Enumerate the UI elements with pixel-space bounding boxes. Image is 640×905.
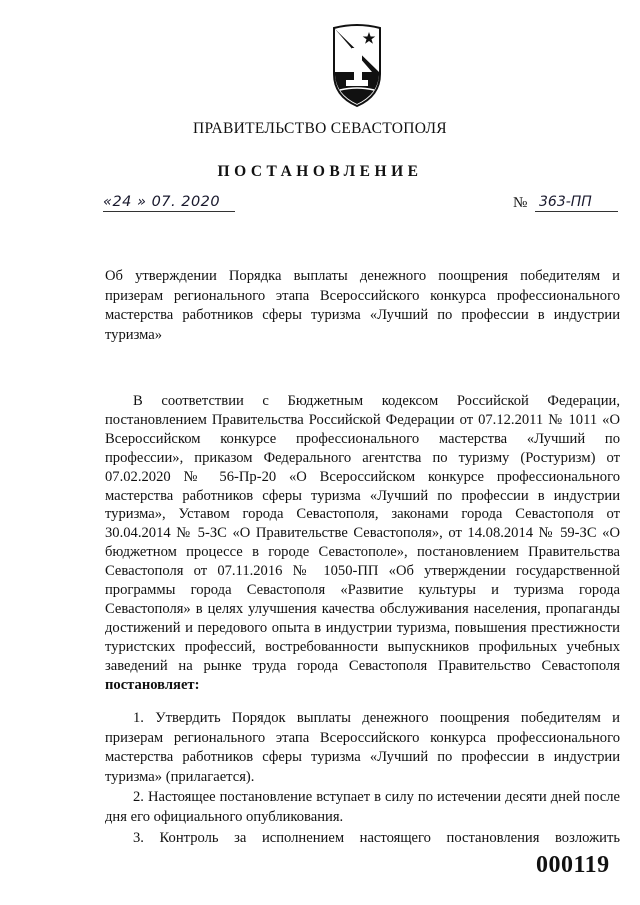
government-title: ПРАВИТЕЛЬСТВО СЕВАСТОПОЛЯ	[193, 120, 447, 137]
document-number	[513, 194, 618, 214]
document-date	[103, 194, 235, 214]
resolution-item: 3. Контроль за исполнением настоящего постановления возложить	[133, 830, 620, 846]
sevastopol-coat-of-arms-icon	[332, 22, 382, 108]
document-type: ПОСТАНОВЛЕНИЕ	[217, 163, 423, 180]
date-underline	[103, 211, 235, 212]
serial-number: 000119	[536, 852, 610, 878]
number-underline	[535, 211, 618, 212]
preamble-paragraph	[105, 392, 620, 695]
date-handwritten: «24 » 07. 2020	[103, 194, 221, 210]
resolution-items	[105, 709, 620, 849]
preamble-verb: постановляет:	[105, 676, 200, 693]
resolution-item: 2. Настоящее постановление вступает в силу по истечении десяти дней после дня его официального опубликования.	[105, 789, 620, 825]
number-label: №	[513, 195, 528, 211]
document-subject: Об утверждении Порядка выплаты денежного поощрения победителям и призерам регионального этапа Всероссийского конкурса профессионального мастерства работников сферы туризма «Лучший по профессии в индустрии туризма»	[105, 268, 620, 343]
number-handwritten: 363-ПП	[539, 194, 592, 210]
preamble-text: В соответствии с Бюджетным кодексом Российской Федерации, постановлением Правительства Российской Федерации от 07.12.2011 № 1011 «О Всероссийском конкурсе профессионального мастерства «Лучший по профессии», приказом Федерального агентства по туризму (Ростуризм) от 07.02.2020 № 56-Пр-20 «О Всероссийском конкурсе профессионального мастерства работников сферы туризма «Лучший по профессии в индустрии туризма», Уставом города Севастополя, законами города Севастополя от 30.04.2014 № 5-ЗС «О Правительстве Севастополя», от 14.08.2014 № 59-ЗС «О бюджетном процессе в городе Севастополе», постановлением Правительства Севастополя от 07.11.2016 № 1050-ПП «Об утверждении государственной программы города Севастополя «Развитие культуры и туризма города Севастополя» в целях улучшения качества обслуживания населения, пропаганды достижений и передового опыта в индустрии туризма, повышения престижности туристских профессий, востребованности выпускников профильных учебных заведений на рынке труда города Севастополя Правительство Севастополя	[105, 393, 620, 674]
resolution-item: 1. Утвердить Порядок выплаты денежного поощрения победителям и призерам регионального этапа Всероссийского конкурса профессионального мастерства работников сферы туризма «Лучший по профессии в индустрии туризма» (прилагается).	[105, 710, 620, 785]
